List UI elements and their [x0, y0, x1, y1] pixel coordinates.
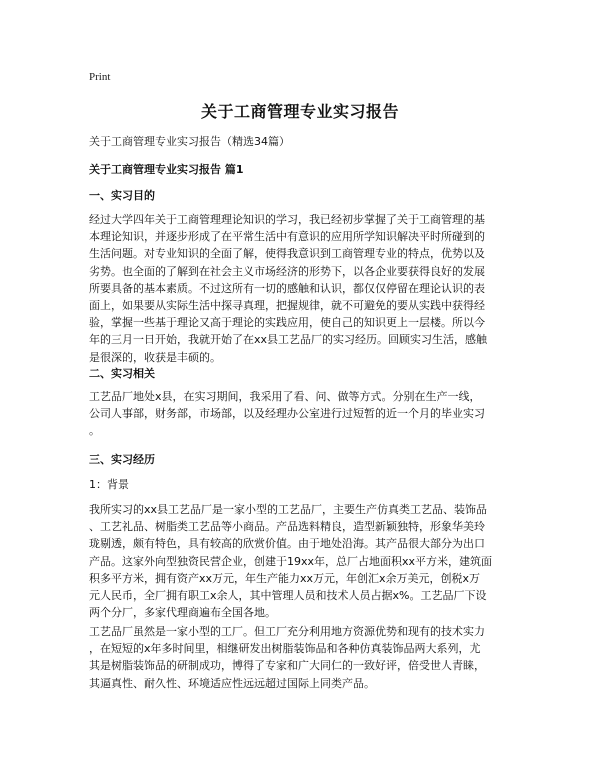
text-line: 两个分厂，多家代理商遍布全国各地。: [89, 606, 276, 620]
text-line: 公司人事部，财务部，市场部，以及经理办公室进行过短暂的近一个月的毕业实习: [89, 407, 485, 421]
text-line: 其逼真性、耐久性、环境适应性远远超过国际上同类产品。: [89, 676, 375, 690]
text-line: 1：背景: [89, 478, 129, 491]
text-line: 积多平方米，拥有资产xx万元，年生产能力xx万元，年创汇x余万美元，创税x万: [89, 571, 481, 585]
section-heading-related: 二、实习相关: [89, 367, 155, 380]
paragraph-background: [89, 501, 519, 621]
text-line: 年的三月一日开始，我就开始了在xx县工艺品厂的实习经历。回顾实习生活，感触: [89, 333, 488, 347]
text-line: 产品。这家外向型独资民营企业，创建于19xx年，总厂占地面积xx平方米，建筑面: [89, 554, 493, 568]
paragraph-factory: [89, 623, 519, 692]
text-line: 我所实习的xx县工艺品厂是一家小型的工艺品厂，主要生产仿真类工艺品、装饰品: [89, 503, 488, 516]
section-heading-experience: 三、实习经历: [89, 453, 155, 466]
text-line: 元人民币，全厂拥有职工x余人，其中管理人员和技术人员占据x%。工艺品厂下设: [89, 589, 487, 603]
text-line: 珑剔透，颇有特色，具有较高的欣赏价值。由于地处沿海。其产品很大部分为出口: [89, 537, 485, 551]
text-line: 面上，如果要从实际生活中探寻真理，把握规律，就不可避免的要从实践中获得经: [89, 299, 485, 313]
text-line: 经过大学四年关于工商管理理论知识的学习，我已经初步掌握了关于工商管理的基: [89, 213, 485, 226]
paragraph-related: [89, 388, 519, 440]
text-line: 工艺品厂地处x县，在实习期间，我采用了看、问、做等方式。分别在生产一线，: [89, 390, 481, 403]
section-heading-purpose: 一、实习目的: [89, 189, 155, 202]
text-line: 本理论知识，并逐步形成了在平常生活中有意识的应用所学知识解决平时所碰到的: [89, 230, 485, 244]
document-subtitle: 关于工商管理专业实习报告（精选34篇）: [89, 135, 290, 148]
text-line: 是很深的，收获是丰硕的。: [89, 350, 221, 364]
text-line: 验，掌握一些基于理论又高于理论的实践应用，使自己的知识更上一层楼。所以今: [89, 316, 485, 330]
background-label: [89, 476, 519, 493]
text-line: 所要具备的基本素质。不过这所有一切的感触和认识，都仅仅停留在理论认识的表: [89, 281, 485, 295]
text-line: 工艺品厂虽然是一家小型的工厂。但工厂充分利用地方资源优势和现有的技术实力: [89, 625, 485, 638]
paragraph-purpose: [89, 211, 519, 366]
article-heading: 关于工商管理专业实习报告 篇1: [89, 163, 244, 176]
text-line: 、工艺礼品、树脂类工艺品等小商品。产品选料精良，造型新颖独特，形象华美玲: [89, 520, 485, 534]
print-link[interactable]: Print: [89, 71, 111, 83]
text-line: 劣势。也全面的了解到在社会主义市场经济的形势下，以各企业要获得良好的发展: [89, 264, 485, 278]
text-line: 其是树脂装饰品的研制成功，博得了专家和广大同仁的一致好评，倍受世人青睐，: [89, 659, 485, 673]
text-line: ，在短短的x年多时间里，相继研发出树脂装饰品和各种仿真装饰品两大系列，尤: [89, 642, 481, 656]
text-line: 生活问题。对专业知识的全面了解，使得我意识到工商管理专业的特点，优势以及: [89, 247, 485, 261]
text-line: 。: [89, 424, 100, 438]
page-title: 关于工商管理专业实习报告: [200, 102, 399, 121]
